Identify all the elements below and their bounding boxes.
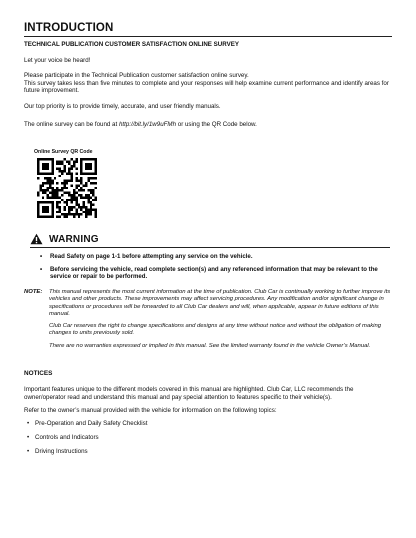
warning-list bbox=[40, 253, 380, 286]
page-title: INTRODUCTION bbox=[24, 22, 114, 34]
qr-code-graphic bbox=[37, 158, 97, 218]
survey-url-link[interactable]: http://bit.ly/1w9uFMh bbox=[118, 121, 177, 128]
note-paragraph: This manual represents the most current information at the time of publication. Club Car is continually working to further improve its vehicles and other products. These improvements may affect servicing procedures. Any modification and/or significant change in specifications or procedures will be forwarded to all Club Car dealers and will, when applicable, appear in future editions of this manual. bbox=[49, 289, 391, 317]
note-block bbox=[24, 289, 394, 355]
notices-refer: Refer to the owner’s manual provided with the vehicle for information on the following topics: bbox=[24, 407, 277, 414]
survey-link-suffix: or using the QR Code below. bbox=[176, 121, 257, 128]
survey-link-prefix: The online survey can be found at bbox=[24, 121, 119, 128]
qr-code-icon[interactable] bbox=[37, 158, 97, 218]
topic-list bbox=[27, 420, 387, 462]
survey-intro bbox=[24, 72, 394, 95]
warning-header bbox=[30, 232, 99, 246]
warning-item: • Read Safety on page 1-1 before attempting any service on the vehicle. bbox=[40, 253, 380, 261]
qr-caption: Online Survey QR Code bbox=[34, 149, 93, 155]
survey-heading: TECHNICAL PUBLICATION CUSTOMER SATISFACTION ONLINE SURVEY bbox=[24, 41, 239, 48]
survey-link-text bbox=[24, 121, 394, 129]
warning-divider bbox=[30, 247, 390, 248]
priority-text: Our top priority is to provide timely, accurate, and user friendly manuals. bbox=[24, 103, 221, 110]
topic-item: • Controls and Indicators bbox=[27, 434, 387, 448]
warning-triangle-icon bbox=[30, 233, 43, 245]
notices-body: Important features unique to the different models covered in this manual are highlighted. Club Car, LLC recommends the owner/operator read and understand this manual and pay special attention to features specific to their vehicle(s). bbox=[24, 386, 354, 401]
note-paragraph: Club Car reserves the right to change specifications and designs at any time without notice and without the obligation of making changes to units previously sold. bbox=[49, 323, 382, 337]
topic-item: • Driving Instructions bbox=[27, 448, 387, 462]
notices-heading: NOTICES bbox=[24, 370, 53, 377]
survey-intro-line: Please participate in the Technical Publication customer satisfaction online survey. bbox=[24, 72, 249, 79]
warning-label: WARNING bbox=[49, 233, 99, 245]
voice-text: Let your voice be heard! bbox=[24, 57, 91, 64]
note-paragraph: There are no warranties expressed or implied in this manual. See the limited warranty found in the vehicle Owner’s Manual. bbox=[49, 342, 371, 349]
topic-item: • Pre-Operation and Daily Safety Checklist bbox=[27, 420, 387, 434]
survey-intro-line: This survey takes less than five minutes to complete and your responses will help examine current performance and identify areas for future improvement. bbox=[24, 79, 389, 95]
note-label: NOTE: bbox=[24, 289, 43, 295]
title-divider bbox=[24, 36, 392, 37]
warning-item: • Before servicing the vehicle, read complete section(s) and any referenced information that may be relevant to the service or repair to be performed. bbox=[40, 266, 380, 281]
